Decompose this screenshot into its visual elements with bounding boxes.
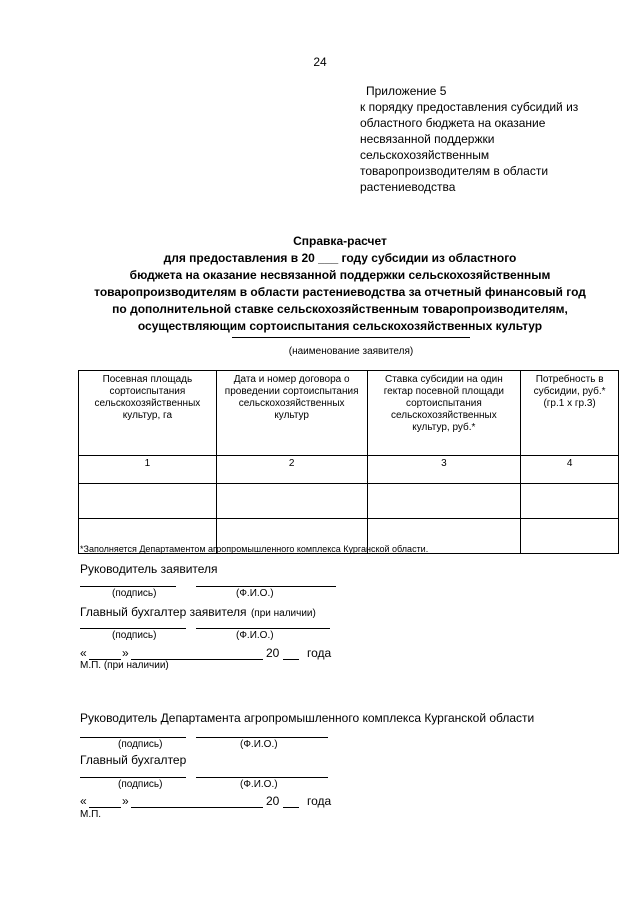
signature-caption: (подпись) — [118, 739, 163, 750]
header-cell-contract: Дата и номер договора о проведении сортоиспытания сельскохозяйственных культур — [216, 371, 367, 456]
table-row — [79, 484, 619, 519]
applicant-accountant-label: Главный бухгалтер заявителя — [80, 605, 247, 619]
header-cell-rate: Ставка субсидии на один гектар посевной площади сортоиспытания сельскохозяйственных культур, руб.* — [367, 371, 521, 456]
table-cell[interactable] — [367, 484, 521, 519]
heading-line: товаропроизводителям в области растениеводства за отчетный финансовый год — [94, 285, 586, 299]
appendix-line: к порядку предоставления субсидий из — [360, 100, 579, 114]
heading-title: Справка-расчет — [293, 234, 387, 248]
heading-line: осуществляющим сортоиспытания сельскохозяйственных культур — [137, 319, 543, 333]
name-caption: (Ф.И.О.) — [240, 779, 278, 790]
appendix-line: несвязанной поддержки — [360, 132, 495, 146]
applicant-stamp: М.П. (при наличии) — [80, 660, 169, 671]
column-number: 1 — [79, 456, 217, 484]
applicant-date-open: « — [80, 646, 87, 660]
applicant-year-suffix: года — [307, 646, 332, 660]
table-cell[interactable] — [521, 519, 619, 554]
heading-line: бюджета на оказание несвязанной поддержки сельскохозяйственным — [129, 268, 551, 282]
applicant-head-name-line[interactable] — [196, 586, 336, 587]
applicant-accountant-signature-line[interactable] — [80, 628, 186, 629]
applicant-name-line[interactable] — [232, 337, 470, 338]
department-date-day-line[interactable] — [89, 807, 121, 808]
department-year-prefix: 20 — [266, 794, 280, 808]
department-stamp: М.П. — [80, 809, 102, 820]
column-number: 3 — [367, 456, 521, 484]
column-number: 4 — [521, 456, 619, 484]
heading-line: по дополнительной ставке сельскохозяйственным товаропроизводителям, — [112, 302, 568, 316]
appendix-line: областного бюджета на оказание — [360, 116, 546, 130]
document-heading — [60, 233, 620, 335]
table-cell[interactable] — [521, 484, 619, 519]
signature-caption: (подпись) — [118, 779, 163, 790]
heading-line: для предоставления в 20 ___ году субсидии из областного — [163, 251, 517, 265]
applicant-accountant-name-line[interactable] — [196, 628, 330, 629]
name-caption: (Ф.И.О.) — [236, 588, 274, 599]
department-date-close: » — [122, 794, 129, 808]
appendix-line: товаропроизводителям в области — [360, 164, 549, 178]
name-caption: (Ф.И.О.) — [240, 739, 278, 750]
applicant-head-signature-line[interactable] — [80, 586, 176, 587]
appendix-line: сельскохозяйственным — [360, 148, 490, 162]
department-accountant-name-line[interactable] — [196, 777, 328, 778]
applicant-date-close: » — [122, 646, 129, 660]
header-cell-area: Посевная площадь сортоиспытания сельскохозяйственных культур, га — [79, 371, 217, 456]
appendix-note — [360, 83, 600, 195]
footnote: *Заполняется Департаментом агропромышленного комплекса Курганской области. — [80, 544, 429, 554]
table-header-row — [79, 371, 619, 456]
name-caption: (Ф.И.О.) — [236, 630, 274, 641]
applicant-year-prefix: 20 — [266, 646, 280, 660]
applicant-head-label: Руководитель заявителя — [80, 562, 218, 576]
signature-caption: (подпись) — [112, 588, 157, 599]
department-year-line[interactable] — [283, 807, 299, 808]
header-cell-need: Потребность в субсидии, руб.* (гр.1 х гр.3) — [521, 371, 619, 456]
department-year-suffix: года — [307, 794, 332, 808]
department-date-open: « — [80, 794, 87, 808]
page-number: 24 — [313, 55, 327, 69]
department-head-label: Руководитель Департамента агропромышленного комплекса Курганской области — [80, 711, 535, 725]
table-cell[interactable] — [79, 484, 217, 519]
department-date-month-line[interactable] — [131, 807, 263, 808]
department-head-name-line[interactable] — [196, 737, 328, 738]
table-cell[interactable] — [216, 484, 367, 519]
signature-caption: (подпись) — [112, 630, 157, 641]
department-head-signature-line[interactable] — [80, 737, 186, 738]
column-number: 2 — [216, 456, 367, 484]
table-number-row — [79, 456, 619, 484]
department-accountant-label: Главный бухгалтер — [80, 753, 187, 767]
applicant-accountant-row — [80, 603, 316, 621]
applicant-caption: (наименование заявителя) — [288, 346, 414, 357]
applicant-accountant-note: (при наличии) — [250, 608, 316, 619]
applicant-year-line[interactable] — [283, 659, 299, 660]
appendix-title: Приложение 5 — [366, 84, 447, 98]
calculation-table — [78, 370, 619, 554]
appendix-line: растениеводства — [360, 180, 456, 194]
department-accountant-signature-line[interactable] — [80, 777, 186, 778]
